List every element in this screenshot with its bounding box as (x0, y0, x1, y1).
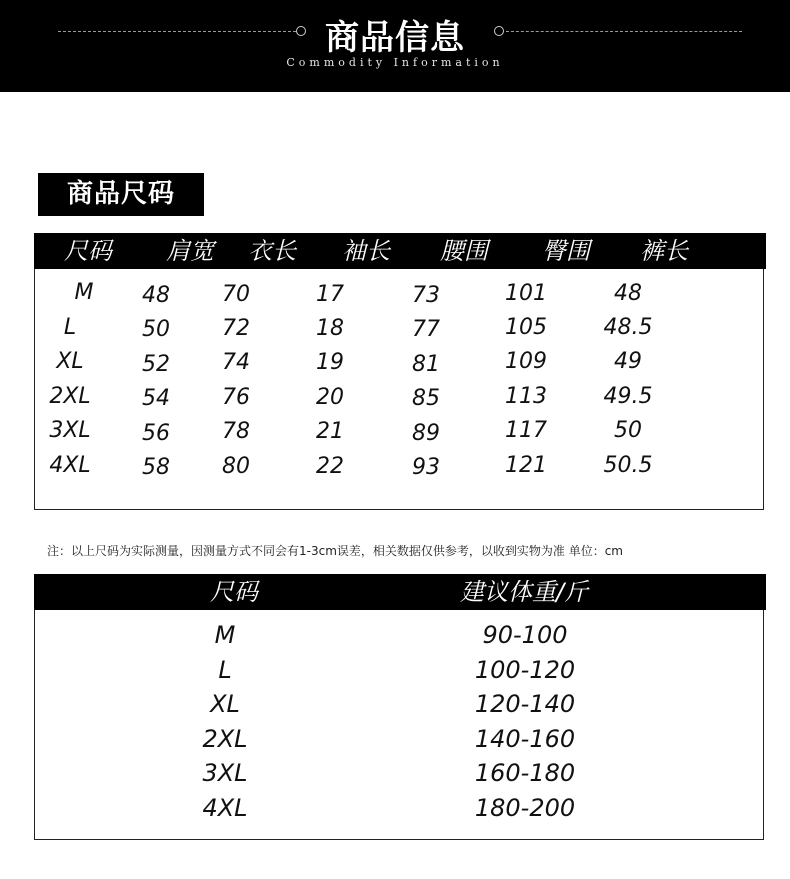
size-cell: 50.5 (603, 453, 653, 478)
weight-size-cell: XL (210, 690, 240, 718)
size-cell: 48 (614, 281, 642, 306)
weight-table-header (34, 574, 766, 610)
size-cell: 78 (222, 419, 250, 444)
measurement-note: 注：以上尺码为实际测量，因测量方式不同会有1-3cm误差，相关数据仅供参考，以收到实物为准 单位：cm (47, 544, 623, 558)
size-cell: 121 (505, 453, 547, 478)
weight-value-cell: 100-120 (474, 656, 576, 684)
size-cell: 101 (505, 281, 547, 306)
size-cell: 109 (505, 349, 547, 374)
size-cell: 54 (142, 386, 170, 411)
size-table-col-sleeve: 袖长 (342, 237, 390, 265)
header-dot-right (494, 26, 504, 36)
weight-table-col-weight: 建议体重/斤 (459, 578, 589, 606)
weight-value-cell: 120-140 (474, 690, 576, 718)
size-cell: 76 (222, 385, 250, 410)
size-cell: 50 (614, 418, 642, 443)
weight-value-cell: 90-100 (482, 621, 568, 649)
size-cell: 49.5 (603, 384, 653, 409)
size-table-col-waist: 腰围 (440, 237, 488, 265)
size-table (34, 233, 764, 510)
weight-table-col-size: 尺码 (210, 578, 258, 606)
weight-size-cell: M (214, 621, 236, 649)
size-cell: 73 (412, 283, 440, 308)
size-cell: 117 (505, 418, 547, 443)
size-table-header (34, 233, 766, 269)
size-cell: M (74, 280, 94, 305)
size-table-col-pants-length: 裤长 (640, 237, 688, 265)
size-cell: L (63, 315, 77, 340)
size-cell: 80 (222, 454, 250, 479)
size-cell: 58 (142, 455, 170, 480)
size-cell: 56 (142, 421, 170, 446)
weight-value-cell: 180-200 (474, 794, 576, 822)
size-cell: 77 (412, 317, 440, 342)
weight-value-cell: 140-160 (474, 725, 576, 753)
size-cell: 81 (412, 352, 440, 377)
size-table-col-size: 尺码 (64, 237, 112, 265)
size-cell: 48 (142, 283, 170, 308)
size-cell: 50 (142, 317, 170, 342)
size-table-col-length: 衣长 (248, 237, 296, 265)
weight-value-cell: 160-180 (474, 759, 576, 787)
header-divider-right (506, 31, 742, 32)
size-cell: 3XL (49, 418, 91, 443)
size-cell: 72 (222, 316, 250, 341)
page-header (0, 0, 790, 92)
size-cell: 70 (222, 282, 250, 307)
size-cell: 89 (412, 421, 440, 446)
size-cell: 4XL (49, 453, 91, 478)
size-cell: 22 (316, 454, 344, 479)
size-cell: 113 (505, 384, 547, 409)
size-cell: 2XL (49, 384, 91, 409)
size-cell: 21 (316, 419, 344, 444)
weight-size-cell: 2XL (202, 725, 248, 753)
size-table-col-hip: 臀围 (542, 237, 590, 265)
size-cell: 18 (316, 316, 344, 341)
size-table-col-shoulder: 肩宽 (166, 237, 214, 265)
size-cell: 52 (142, 352, 170, 377)
size-cell: 74 (222, 350, 250, 375)
weight-size-cell: 3XL (202, 759, 248, 787)
size-cell: 49 (614, 349, 642, 374)
size-cell: XL (56, 349, 84, 374)
size-cell: 48.5 (603, 315, 653, 340)
size-cell: 85 (412, 386, 440, 411)
page-title: 商品信息 (325, 18, 465, 58)
page-subtitle: Commodity Information (286, 56, 504, 69)
weight-table (34, 574, 764, 840)
weight-size-cell: L (218, 656, 232, 684)
section-label-size: 商品尺码 (38, 173, 204, 216)
size-cell: 105 (505, 315, 547, 340)
size-cell: 20 (316, 385, 344, 410)
size-cell: 17 (316, 282, 344, 307)
size-cell: 93 (412, 455, 440, 480)
weight-size-cell: 4XL (202, 794, 248, 822)
size-cell: 19 (316, 350, 344, 375)
